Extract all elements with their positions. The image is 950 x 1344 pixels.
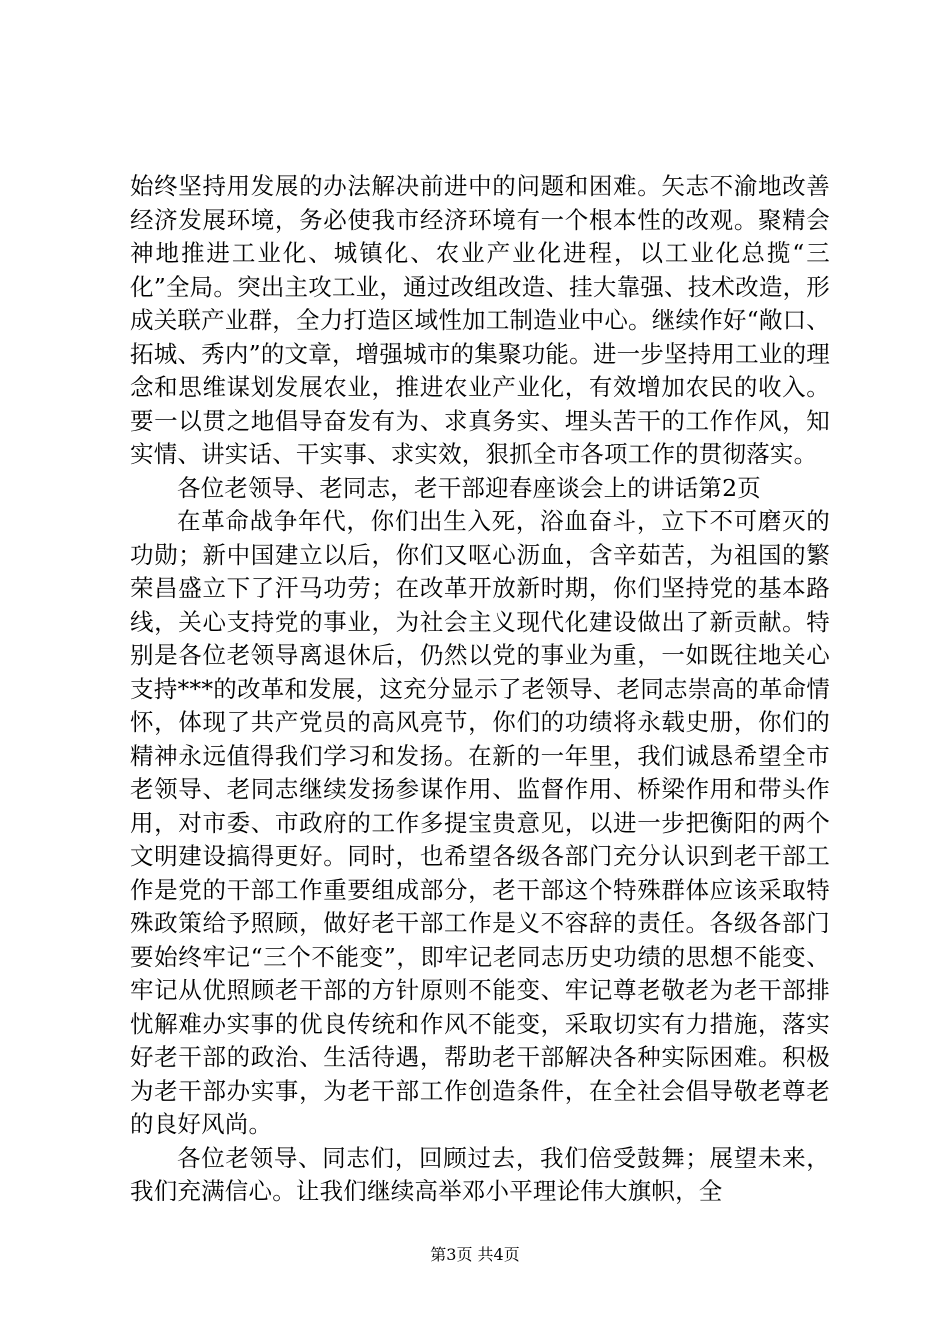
page-footer — [0, 1244, 950, 1266]
paragraph-heading-page-2: 各位老领导、老同志，老干部迎春座谈会上的讲话第2页 — [177, 473, 761, 502]
paragraph-economy: 始终坚持用发展的办法解决前进中的问题和困难。矢志不渝地改善经济发展环境，务必使我市经济环境有一个根本性的改观。聚精会神地推进工业化、城镇化、农业产业化进程，以工业化总揽“三化”全局。突出主攻工业，通过改组改造、挂大靠强、技术改造，形成关联产业群，全力打造区域性加工制造业中心。继续作好“敞口、拓城、秀内”的文章，增强城市的集聚功能。进一步坚持用工业的理念和思维谋划发展农业，推进农业产业化，有效增加农民的收入。要一以贯之地倡导奋发有为、求真务实、埋头苦干的工作作风，知实情、讲实话、干实事、求实效，狠抓全市各项工作的贯彻落实。 — [130, 172, 830, 468]
page-number-label: 第3页 共4页 — [430, 1245, 520, 1264]
paragraph-veterans-tribute: 在革命战争年代，你们出生入死，浴血奋斗，立下不可磨灭的功勋；新中国建立以后，你们又呕心沥血，含辛茹苦，为祖国的繁荣昌盛立下了汗马功劳；在改革开放新时期，你们坚持党的基本路线，关心支持党的事业，为社会主义现代化建设做出了新贡献。特别是各位老领导离退休后，仍然以党的事业为重，一如既往地关心支持***的改革和发展，这充分显示了老领导、老同志崇高的革命情怀，体现了共产党员的高风亮节，你们的功绩将永载史册，你们的精神永远值得我们学习和发扬。在新的一年里，我们诚恳希望全市老领导、老同志继续发扬参谋作用、监督作用、桥梁作用和带头作用，对市委、市政府的工作多提宝贵意见，以进一步把衡阳的两个文明建设搞得更好。同时，也希望各级各部门充分认识到老干部工作是党的干部工作重要组成部分，老干部这个特殊群体应该采取特殊政策给予照顾，做好老干部工作是义不容辞的责任。各级各部门要始终牢记“三个不能变”，即牢记老同志历史功绩的思想不能变、牢记从优照顾老干部的方针原则不能变、牢记尊老敬老为老干部排忧解难办实事的优良传统和作风不能变，采取切实有力措施，落实好老干部的政治、生活待遇，帮助老干部解决各种实际困难。积极为老干部办实事，为老干部工作创造条件，在全社会倡导敬老尊老的良好风尚。 — [130, 507, 830, 1138]
document-body — [130, 170, 830, 1209]
paragraph-closing: 各位老领导、同志们，回顾过去，我们倍受鼓舞；展望未来，我们充满信心。让我们继续高举邓小平理论伟大旗帜，全 — [130, 1143, 830, 1205]
